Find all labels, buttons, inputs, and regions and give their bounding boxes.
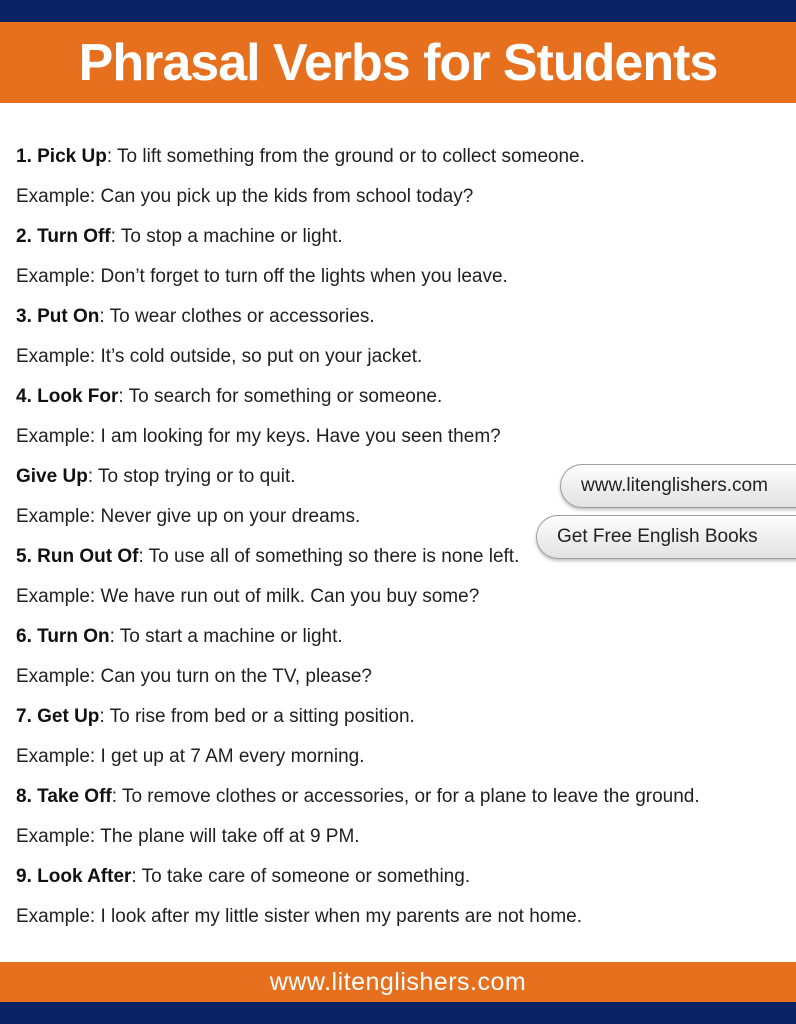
- entry: [16, 143, 796, 211]
- definition-text: : To lift something from the ground or to collect someone.: [106, 146, 585, 167]
- definition-text: : To use all of something so there is none left.: [138, 546, 520, 567]
- definition-line: [16, 703, 796, 731]
- example-line: Example: Never give up on your dreams.: [16, 506, 361, 527]
- website-badge-label: www.litenglishers.com: [581, 475, 768, 496]
- example-line: Example: Can you turn on the TV, please?: [16, 666, 372, 687]
- footer-url[interactable]: www.litenglishers.com: [269, 967, 527, 996]
- free-books-badge[interactable]: [536, 515, 796, 559]
- definition-text: : To stop a machine or light.: [110, 226, 343, 247]
- title-banner: [0, 22, 796, 103]
- definition-line: [16, 383, 796, 411]
- example-line: Example: I get up at 7 AM every morning.: [16, 746, 365, 767]
- definition-line: [16, 223, 796, 251]
- definition-line: [16, 303, 796, 331]
- term-label: 8. Take Off: [16, 786, 112, 807]
- definition-text: : To search for something or someone.: [118, 386, 443, 407]
- term-label: 6. Turn On: [16, 626, 110, 647]
- entry: [16, 303, 796, 371]
- entry: [16, 783, 796, 851]
- definition-text: : To take care of someone or something.: [131, 866, 471, 887]
- page-title: Phrasal Verbs for Students: [78, 33, 718, 92]
- bottom-navy-strip: [0, 1002, 796, 1024]
- top-navy-strip: [0, 0, 796, 22]
- definition-text: : To remove clothes or accessories, or for a plane to leave the ground.: [111, 786, 700, 807]
- definition-text: : To stop trying or to quit.: [87, 466, 296, 487]
- term-label: 9. Look After: [16, 866, 132, 887]
- example-line: Example: I look after my little sister when my parents are not home.: [16, 906, 583, 927]
- entry: [16, 863, 796, 931]
- entry: [16, 703, 796, 771]
- definition-line: [16, 863, 796, 891]
- term-label: 7. Get Up: [16, 706, 100, 727]
- term-label: Give Up: [16, 466, 88, 487]
- entry: [16, 623, 796, 691]
- example-line: Example: We have run out of milk. Can you buy some?: [16, 586, 480, 607]
- example-line: Example: The plane will take off at 9 PM.: [16, 826, 360, 847]
- term-label: 4. Look For: [16, 386, 119, 407]
- example-line: Example: Can you pick up the kids from school today?: [16, 186, 474, 207]
- definition-text: : To rise from bed or a sitting position.: [99, 706, 415, 727]
- example-line: Example: It’s cold outside, so put on your jacket.: [16, 346, 423, 367]
- definition-line: [16, 623, 796, 651]
- definition-text: : To start a machine or light.: [109, 626, 343, 647]
- footer-bar: [0, 962, 796, 1002]
- entry: [16, 383, 796, 451]
- term-label: 1. Pick Up: [16, 146, 107, 167]
- term-label: 3. Put On: [16, 306, 100, 327]
- term-label: 5. Run Out Of: [16, 546, 139, 567]
- example-line: Example: Don’t forget to turn off the lights when you leave.: [16, 266, 508, 287]
- free-books-badge-label: Get Free English Books: [557, 526, 758, 547]
- example-line: Example: I am looking for my keys. Have you seen them?: [16, 426, 501, 447]
- term-label: 2. Turn Off: [16, 226, 111, 247]
- entry: [16, 223, 796, 291]
- definition-text: : To wear clothes or accessories.: [99, 306, 375, 327]
- definition-line: [16, 143, 796, 171]
- definition-line: [16, 783, 796, 811]
- website-badge[interactable]: [560, 464, 796, 508]
